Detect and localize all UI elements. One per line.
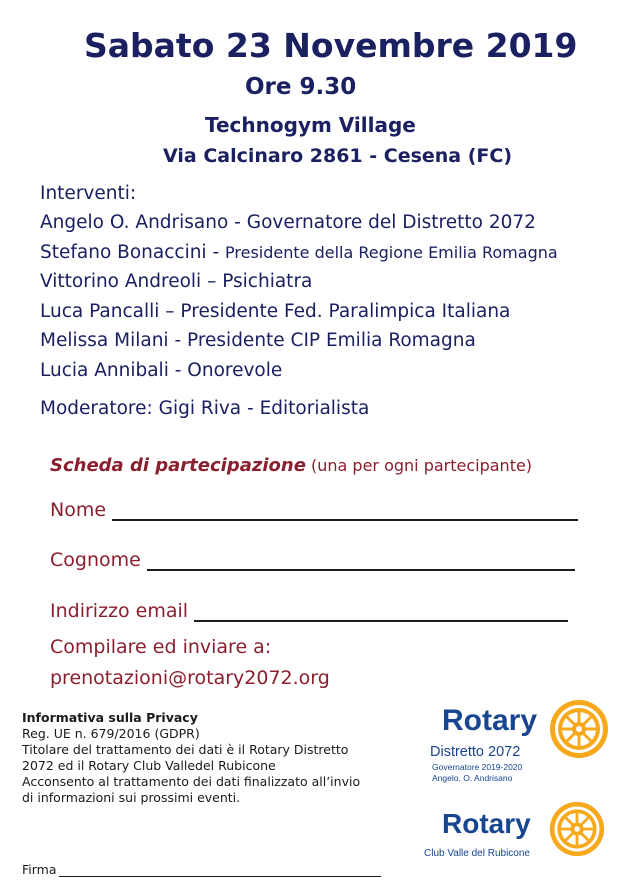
privacy-notice [22,710,360,806]
speaker-name: Stefano Bonaccini - [40,242,226,263]
form-title [50,455,532,476]
speaker-item [40,271,312,292]
name-field-line[interactable] [112,518,578,521]
rotary-wordmark: Rotary [442,704,538,737]
name-field-label: Nome [50,499,107,521]
speaker-name: Luca Pancalli – [40,301,181,322]
rotary-wordmark: Rotary [442,808,531,839]
event-address: Via Calcinaro 2861 - Cesena (FC) [163,145,513,167]
event-venue: Technogym Village [205,113,416,137]
email-field-line[interactable] [194,619,568,622]
speaker-name: Vittorino Andreoli – [40,271,223,292]
form-subtitle: (una per ogni partecipante) [305,456,533,475]
rotary-club-logo [424,800,610,862]
speaker-role: Onorevole [187,360,283,381]
submit-email[interactable]: prenotazioni@rotary2072.org [50,667,330,689]
privacy-title: Informativa sulla Privacy [22,710,198,725]
speaker-role: Presidente CIP Emilia Romagna [187,330,476,351]
rotary-wheel-icon [548,698,610,760]
privacy-line: Acconsento al trattamento dei dati finalizzato all’invio [22,774,361,789]
rotary-wheel-icon [548,800,606,858]
event-time: Ore 9.30 [245,74,357,100]
governor-name: Angelo. O. Andrisano [432,773,513,783]
speaker-item [40,212,536,233]
speaker-item [40,301,510,322]
speaker-role: Presidente della Regione Emilia Romagna [225,243,558,262]
form-title-label: Scheda di partecipazione [50,455,306,476]
district-label: Distretto 2072 [430,744,521,760]
name-field[interactable] [50,499,578,521]
speaker-name: Angelo O. Andrisano - [40,212,247,233]
signature-label: Firma [22,862,57,877]
governor-years: Governatore 2019-2020 [432,762,523,772]
privacy-line: Titolare del trattamento dei dati è il Rotary Distretto [22,742,349,757]
speakers-heading: Interventi: [40,183,137,204]
speaker-role: Governatore del Distretto 2072 [246,212,536,233]
speaker-item [40,242,558,263]
signature-field[interactable] [22,862,381,877]
speaker-item [40,360,282,381]
moderator: Moderatore: Gigi Riva - Editorialista [40,398,370,419]
surname-field[interactable] [50,549,575,571]
speaker-role: Psichiatra [222,271,313,292]
speaker-name: Melissa Milani - [40,330,187,351]
privacy-line: di informazioni sui prossimi eventi. [22,790,241,805]
signature-line[interactable] [59,875,381,877]
privacy-line: 2072 ed il Rotary Club Valledel Rubicone [22,758,276,773]
surname-field-line[interactable] [147,568,575,571]
speaker-name: Lucia Annibali - [40,360,188,381]
privacy-line: Reg. UE n. 679/2016 (GDPR) [22,726,200,741]
submit-instruction: Compilare ed inviare a: [50,636,272,658]
speaker-role: Presidente Fed. Paralimpica Italiana [180,301,511,322]
event-date: Sabato 23 Novembre 2019 [84,26,578,65]
club-name: Club Valle del Rubicone [424,848,530,859]
surname-field-label: Cognome [50,549,141,571]
rotary-district-logo [430,698,610,788]
speaker-item [40,330,476,351]
email-field[interactable] [50,600,568,622]
email-field-label: Indirizzo email [50,600,189,622]
